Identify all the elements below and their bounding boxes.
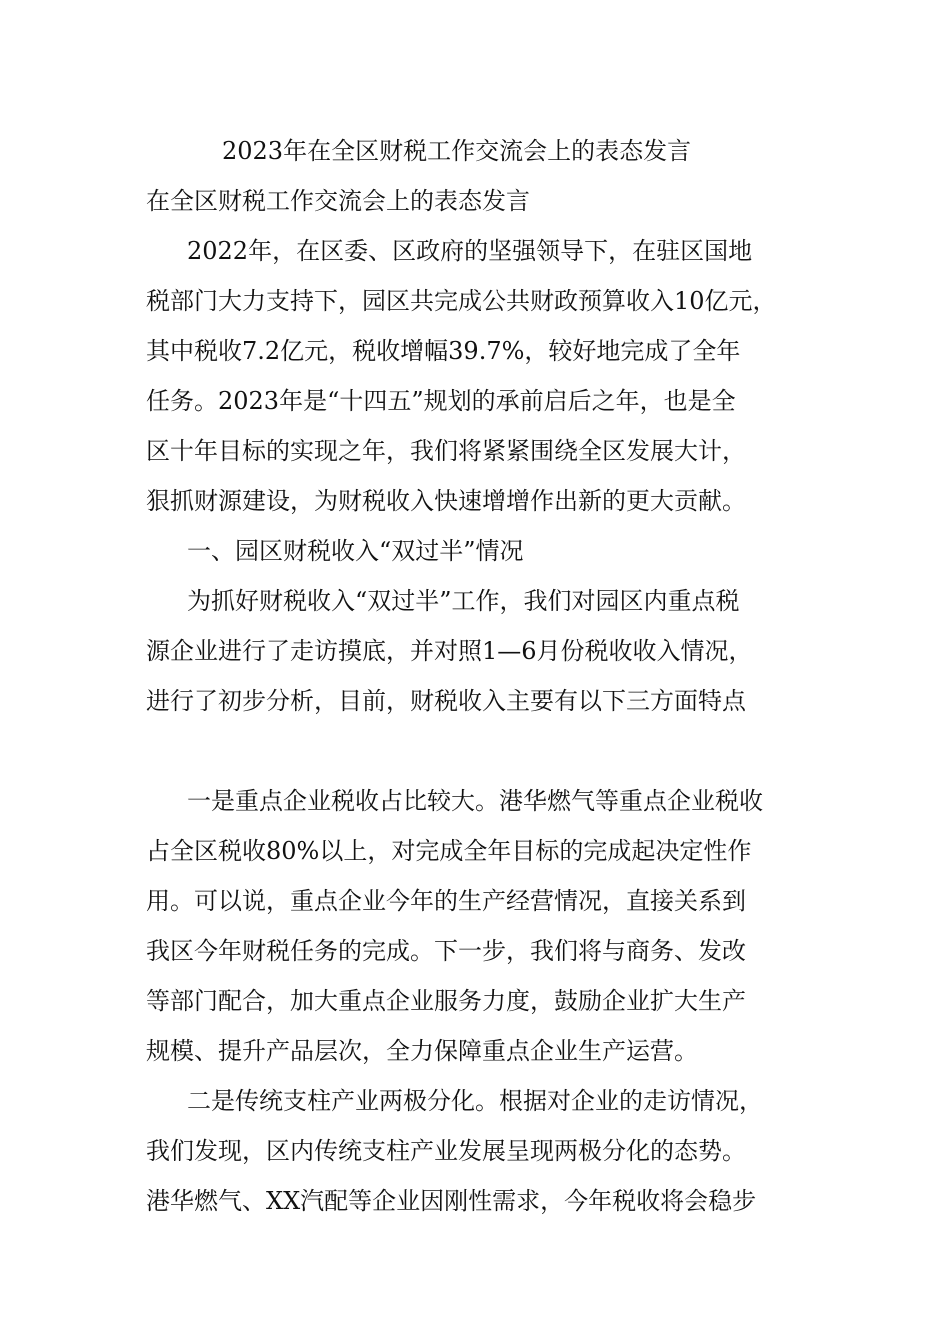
paragraph-line: 规模、提升产品层次，全力保障重点企业生产运营。 xyxy=(146,1037,698,1065)
paragraph-line: 我区今年财税任务的完成。下一步，我们将与商务、发改 xyxy=(146,937,746,965)
paragraph-line: 其中税收7.2亿元，税收增幅39.7%，较好地完成了全年 xyxy=(146,337,741,365)
paragraph-line: 我们发现，区内传统支柱产业发展呈现两极分化的态势。 xyxy=(146,1137,746,1165)
document-subtitle: 在全区财税工作交流会上的表态发言 xyxy=(146,187,530,215)
paragraph-line: 二是传统支柱产业两极分化。根据对企业的走访情况， xyxy=(187,1087,763,1115)
paragraph-line: 港华燃气、XX汽配等企业因刚性需求，今年税收将会稳步 xyxy=(146,1187,757,1215)
paragraph-line: 一是重点企业税收占比较大。港华燃气等重点企业税收 xyxy=(187,787,763,815)
paragraph-line: 等部门配合，加大重点企业服务力度，鼓励企业扩大生产 xyxy=(146,987,746,1015)
paragraph-line: 区十年目标的实现之年，我们将紧紧围绕全区发展大计， xyxy=(146,437,746,465)
paragraph-line: 任务。2023年是“十四五”规划的承前启后之年，也是全 xyxy=(146,387,736,415)
document-title: 2023年在全区财税工作交流会上的表态发言 xyxy=(222,137,692,165)
paragraph-line: 用。可以说，重点企业今年的生产经营情况，直接关系到 xyxy=(146,887,746,915)
section-heading: 一、园区财税收入“双过半”情况 xyxy=(187,537,524,565)
paragraph-line: 为抓好财税收入“双过半”工作，我们对园区内重点税 xyxy=(187,587,740,615)
paragraph-line: 税部门大力支持下，园区共完成公共财政预算收入10亿元， xyxy=(146,287,777,315)
paragraph-line: 源企业进行了走访摸底，并对照1—6月份税收收入情况， xyxy=(146,637,753,665)
paragraph-line: 狠抓财源建设，为财税收入快速增增作出新的更大贡献。 xyxy=(146,487,746,515)
paragraph-line: 2022年，在区委、区政府的坚强领导下，在驻区国地 xyxy=(187,237,753,265)
paragraph-line: 进行了初步分析，目前，财税收入主要有以下三方面特点 xyxy=(146,687,746,715)
paragraph-line: 占全区税收80%以上，对完成全年目标的完成起决定性作 xyxy=(146,837,752,865)
